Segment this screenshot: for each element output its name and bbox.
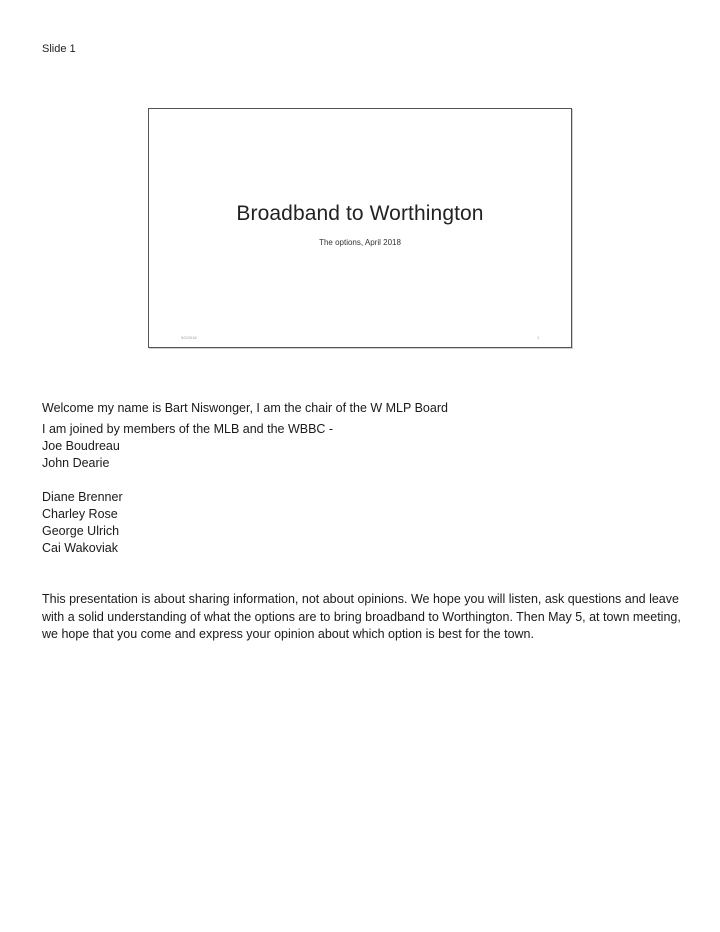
slide-title: Broadband to Worthington — [236, 202, 484, 225]
slide-footer-date: 5/2/2018 — [181, 335, 197, 340]
notes-name: Cai Wakoviak — [42, 541, 118, 555]
notes-name: John Dearie — [42, 456, 110, 470]
slide-footer-number: 1 — [537, 335, 540, 340]
notes-joined-line: I am joined by members of the MLB and the WBBC - — [42, 422, 334, 436]
slide-thumbnail — [148, 108, 572, 348]
slide-subtitle: The options, April 2018 — [319, 238, 401, 247]
notes-name: Diane Brenner — [42, 490, 123, 504]
page-label: Slide 1 — [42, 43, 76, 55]
notes-name: Joe Boudreau — [42, 439, 120, 453]
notes-name: Charley Rose — [42, 507, 118, 521]
notes-name: George Ulrich — [42, 524, 120, 538]
notes-paragraph: This presentation is about sharing information, not about opinions. We hope you will listen, ask questions and leave with a solid understanding of what the options are to bring broadband to Worthington. Then May 5, at town meeting, we hope that you come and express your opinion about which option is best for the town. — [42, 592, 681, 641]
notes-welcome-line: Welcome my name is Bart Niswonger, I am the chair of the W MLP Board — [42, 401, 448, 415]
speaker-notes — [42, 400, 682, 644]
